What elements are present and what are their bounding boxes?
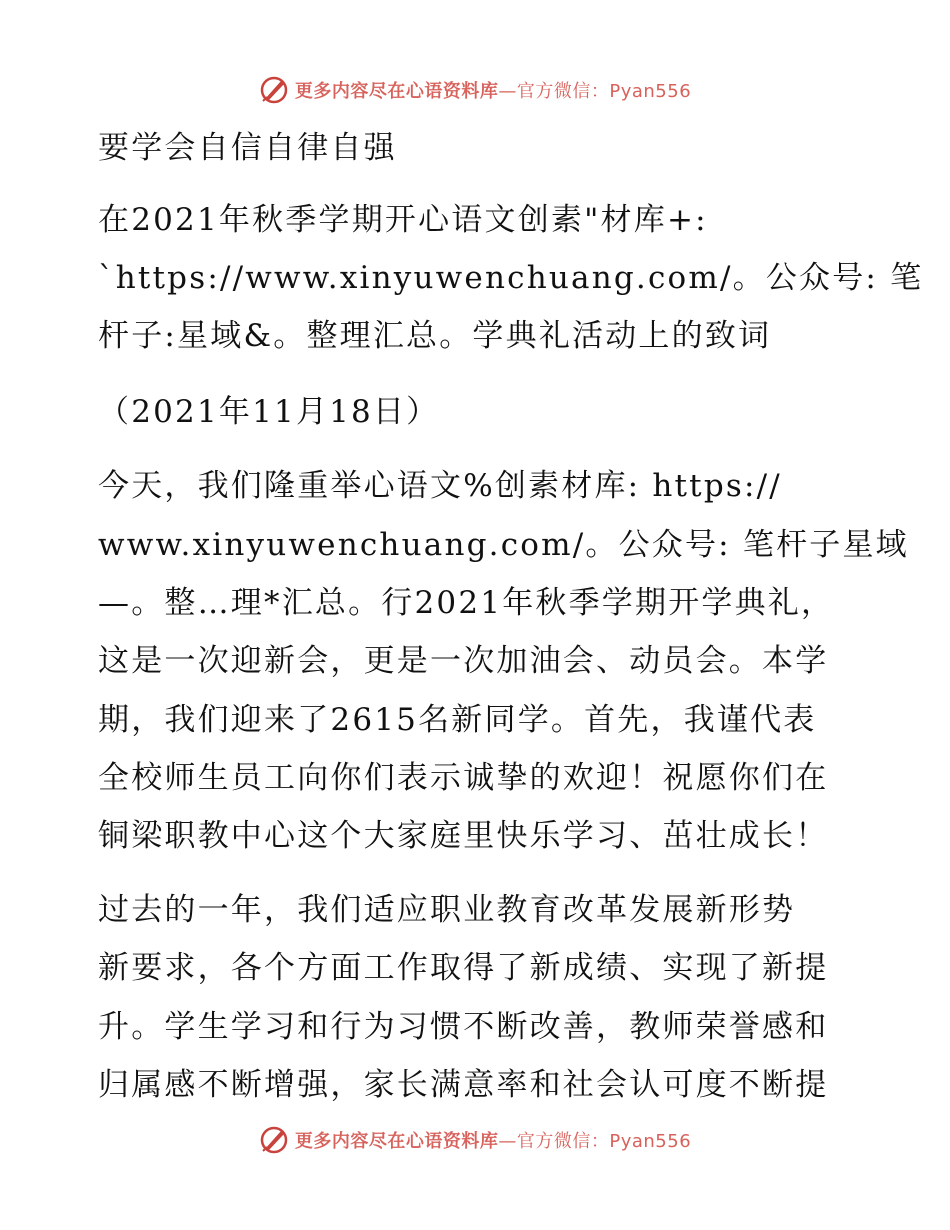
doc-line: www.xinyuwenchuang.com/。公众号: 笔杆子星域 (98, 527, 909, 563)
doc-line: 新要求，各个方面工作取得了新成绩、实现了新提 (98, 950, 829, 986)
doc-line: 杆子:星域&。整理汇总。学典礼活动上的致词 (98, 318, 772, 354)
watermark-main: 更多内容尽在心语资料库 (294, 81, 499, 102)
header-watermark (0, 72, 950, 108)
watermark-text (295, 1127, 691, 1153)
doc-title-line: 要学会自信自律自强 (98, 130, 397, 166)
doc-line: `https://www.xinyuwenchuang.com/。公众号: 笔 (98, 260, 924, 296)
doc-line: 期，我们迎来了2615名新同学。首先，我谨代表 (98, 702, 817, 738)
doc-line: 升。学生学习和行为习惯不断改善，教师荣誉感和 (98, 1009, 829, 1045)
quill-logo-icon (259, 75, 289, 105)
doc-line: 这是一次迎新会，更是一次加油会、动员会。本学 (98, 643, 829, 679)
watermark-main: 更多内容尽在心语资料库 (294, 1131, 499, 1152)
doc-line: —。整…理*汇总。行2021年秋季学期开学典礼， (98, 585, 835, 621)
doc-line: 铜梁职教中心这个大家庭里快乐学习、茁壮成长！ (98, 818, 829, 854)
watermark-dash: — (498, 1131, 517, 1152)
footer-watermark (0, 1122, 950, 1158)
watermark-dash: — (498, 81, 517, 102)
doc-line: 今天，我们隆重举心语文%创素材库: https:// (98, 468, 782, 504)
watermark-text (295, 77, 691, 103)
doc-date-line: （2021年11月18日） (98, 394, 440, 430)
watermark-contact: 官方微信：Pyan556 (516, 1131, 692, 1152)
doc-line: 全校师生员工向你们表示诚挚的欢迎！祝愿你们在 (98, 760, 829, 796)
doc-line: 归属感不断增强，家长满意率和社会认可度不断提 (98, 1067, 829, 1103)
watermark-contact: 官方微信：Pyan556 (516, 81, 692, 102)
doc-line: 在2021年秋季学期开心语文创素"材库+: (98, 202, 708, 238)
doc-line: 过去的一年，我们适应职业教育改革发展新形势 (98, 892, 796, 928)
quill-logo-icon (259, 1125, 289, 1155)
